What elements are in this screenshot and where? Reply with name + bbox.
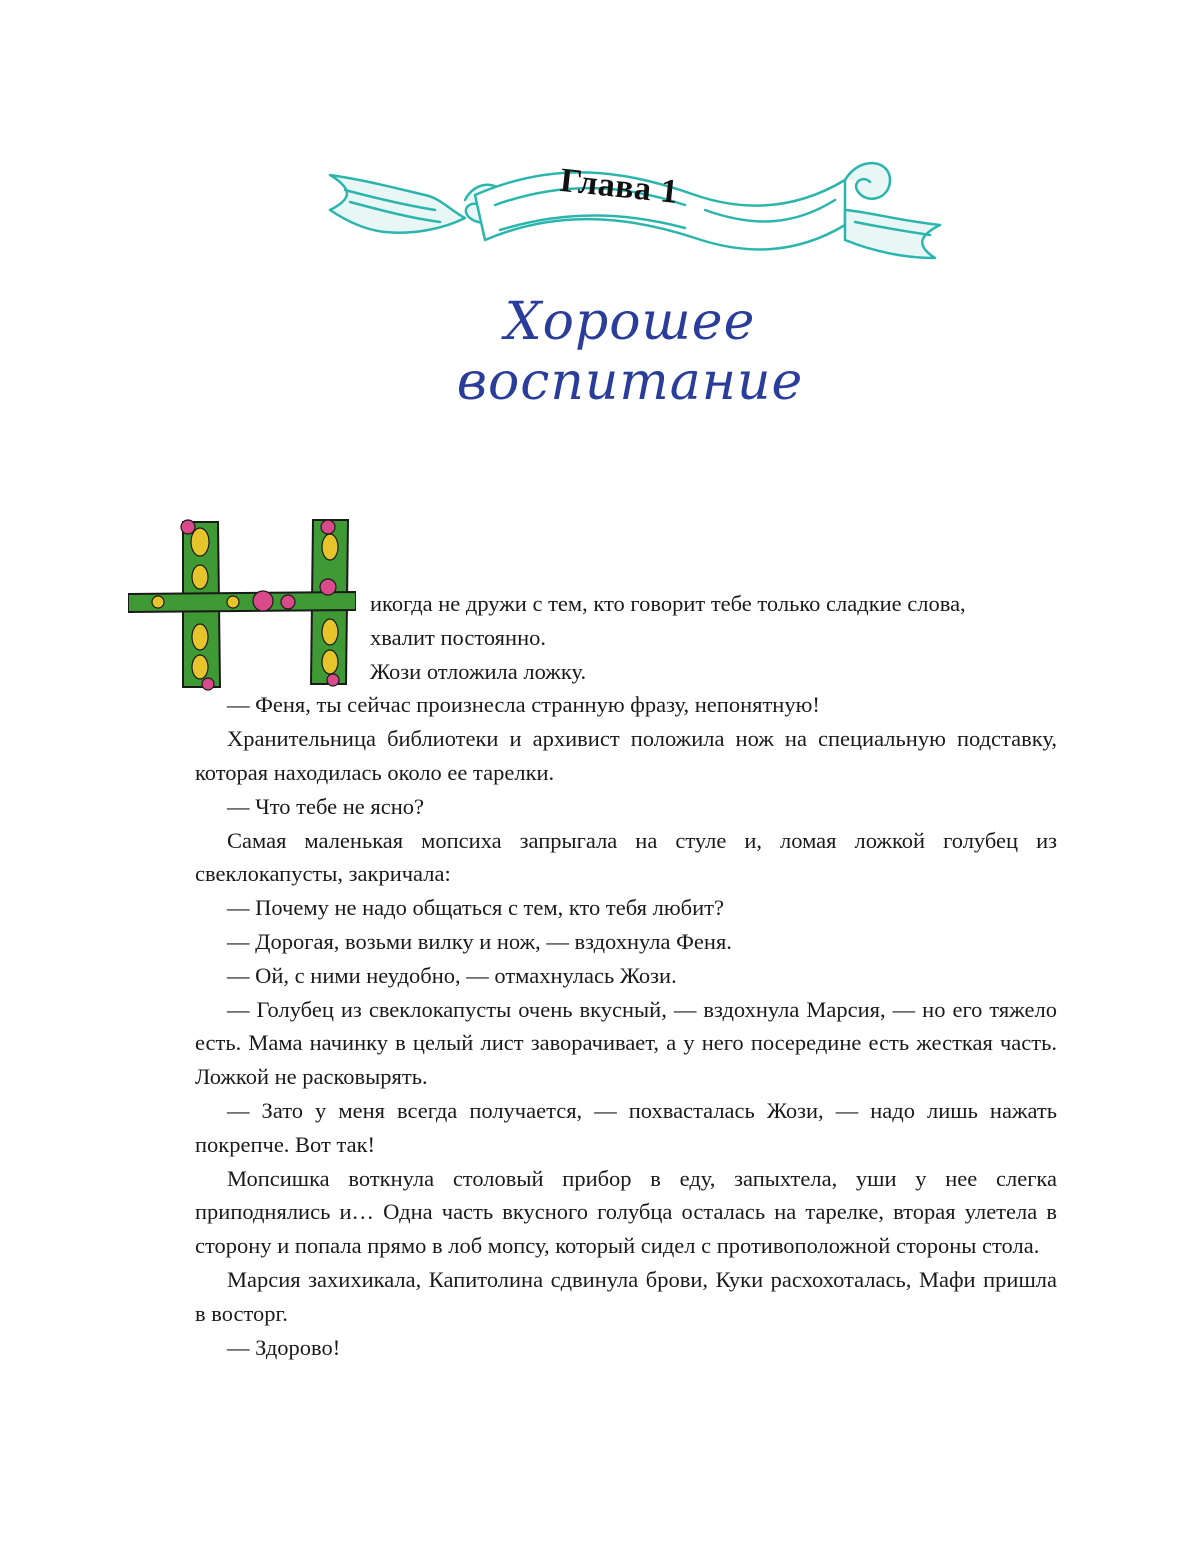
- chapter-ribbon-banner: [325, 140, 945, 280]
- paragraph: — Зато у меня всегда получается, — похвасталась Жози, — надо лишь нажать покрепче. Вот так!: [195, 1097, 1057, 1157]
- paragraph: — Феня, ты сейчас произнесла странную фразу, непонятную!: [227, 692, 820, 718]
- chapter-number: Глава 1: [558, 161, 680, 212]
- paragraph: Жози отложила ложку.: [370, 658, 587, 684]
- paragraph: — Что тебе не ясно?: [227, 793, 425, 819]
- paragraph: — Здорово!: [227, 1334, 341, 1360]
- body-text: [195, 587, 1057, 1364]
- paragraph: Самая маленькая мопсиха запрыгала на стуле и, ломая ложкой голубец из свеклокапусты, закричала:: [195, 827, 1057, 887]
- paragraph: Хранительница библиотеки и архивист положила нож на специальную подставку, которая находилась около ее тарелки.: [195, 726, 1057, 785]
- paragraph: — Ой, с ними неудобно, — отмахнулась Жози.: [227, 962, 677, 988]
- paragraph: Мопсишка воткнула столовый прибор в еду, запыхтела, уши у нее слегка приподнялись и… Одна часть вкусного голубца осталась на тарелке, вторая улетела в сторону и попала прямо в лоб мопсу, который сидел с противоположной стороны стола.: [195, 1165, 1057, 1259]
- paragraph: — Голубец из свеклокапусты очень вкусный, — вздохнула Марсия, — но его тяжело есть. Мама начинку в целый лист заворачивает, а у него посередине есть жесткая часть. Ложкой не расковырять.: [195, 996, 1057, 1090]
- paragraph: Марсия захихикала, Капитолина сдвинула брови, Куки расхохоталась, Мафи пришла в восторг.: [195, 1266, 1057, 1326]
- paragraph: хвалит постоянно.: [370, 624, 546, 650]
- chapter-title: Хорошее воспитание: [456, 292, 804, 412]
- paragraph: — Почему не надо общаться с тем, кто тебя любит?: [227, 895, 724, 921]
- paragraph: — Дорогая, возьми вилку и нож, — вздохнула Феня.: [227, 928, 732, 954]
- paragraph: икогда не дружи с тем, кто говорит тебе только сладкие слова,: [370, 591, 966, 616]
